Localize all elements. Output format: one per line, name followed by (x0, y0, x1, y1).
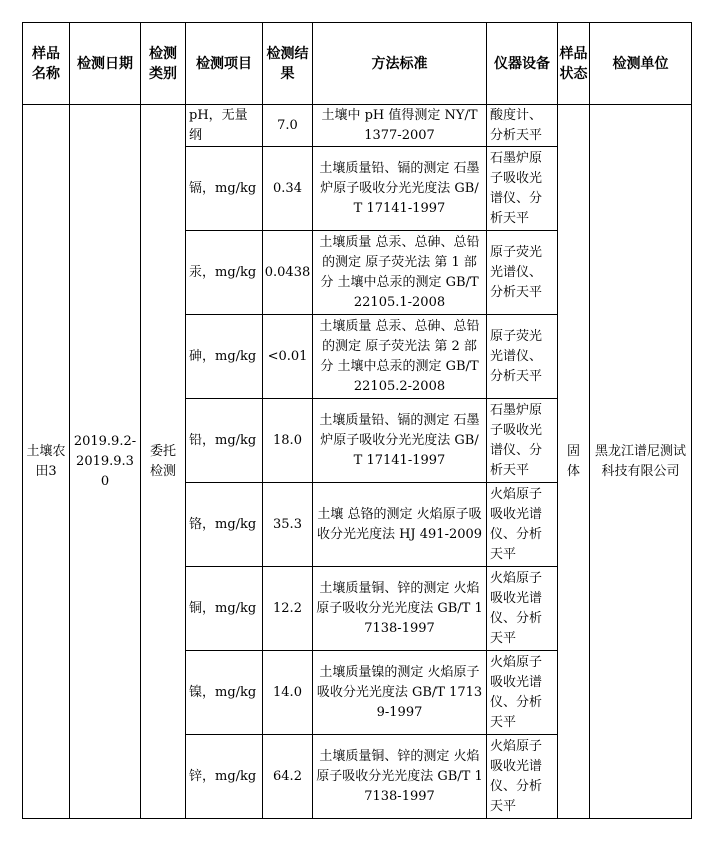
test-lab-cell: 黑龙江谱尼测试科技有限公司 (590, 105, 692, 819)
result-cell: 0.0438 (263, 231, 313, 315)
instrument-cell: 酸度计、分析天平 (487, 105, 558, 147)
result-cell: 0.34 (263, 147, 313, 231)
result-cell: 12.2 (263, 567, 313, 651)
method-cell: 土壤质量铅、镉的测定 石墨炉原子吸收分光光度法 GB/T 17141-1997 (313, 147, 487, 231)
item-cell: 汞，mg/kg (186, 231, 263, 315)
method-cell: 土壤质量 总汞、总砷、总铅的测定 原子荧光法 第 2 部分 土壤中总汞的测定 GB/T 22105.2-2008 (313, 315, 487, 399)
header-test-lab: 检测单位 (590, 23, 692, 105)
table-row (23, 105, 692, 147)
item-cell: 镉，mg/kg (186, 147, 263, 231)
test-date-cell: 2019.9.2-2019.9.30 (70, 105, 141, 819)
method-cell: 土壤 总铬的测定 火焰原子吸收分光光度法 HJ 491-2009 (313, 483, 487, 567)
item-cell: 砷，mg/kg (186, 315, 263, 399)
item-cell: 锌，mg/kg (186, 735, 263, 819)
result-cell: 7.0 (263, 105, 313, 147)
item-cell: 镍，mg/kg (186, 651, 263, 735)
instrument-cell: 石墨炉原子吸收光谱仪、分析天平 (487, 399, 558, 483)
result-cell: 35.3 (263, 483, 313, 567)
result-cell: 14.0 (263, 651, 313, 735)
header-test-item: 检测项目 (186, 23, 263, 105)
result-cell: 64.2 (263, 735, 313, 819)
method-cell: 土壤质量 总汞、总砷、总铅的测定 原子荧光法 第 1 部分 土壤中总汞的测定 GB/T 22105.1-2008 (313, 231, 487, 315)
header-method-standard: 方法标准 (313, 23, 487, 105)
instrument-cell: 火焰原子吸收光谱仪、分析天平 (487, 567, 558, 651)
sample-state-cell: 固体 (558, 105, 590, 819)
instrument-cell: 石墨炉原子吸收光谱仪、分析天平 (487, 147, 558, 231)
result-cell: <0.01 (263, 315, 313, 399)
instrument-cell: 原子荧光光谱仪、分析天平 (487, 315, 558, 399)
item-cell: pH，无量纲 (186, 105, 263, 147)
test-report-table (22, 22, 692, 819)
method-cell: 土壤质量铜、锌的测定 火焰原子吸收分光光度法 GB/T 17138-1997 (313, 567, 487, 651)
instrument-cell: 原子荧光光谱仪、分析天平 (487, 231, 558, 315)
method-cell: 土壤质量铜、锌的测定 火焰原子吸收分光光度法 GB/T 17138-1997 (313, 735, 487, 819)
test-type-cell: 委托检测 (141, 105, 186, 819)
item-cell: 铅，mg/kg (186, 399, 263, 483)
result-cell: 18.0 (263, 399, 313, 483)
item-cell: 铜，mg/kg (186, 567, 263, 651)
header-test-date: 检测日期 (70, 23, 141, 105)
header-test-type: 检测类别 (141, 23, 186, 105)
instrument-cell: 火焰原子吸收光谱仪、分析天平 (487, 651, 558, 735)
instrument-cell: 火焰原子吸收光谱仪、分析天平 (487, 483, 558, 567)
header-row (23, 23, 692, 105)
header-sample-state: 样品状态 (558, 23, 590, 105)
sample-name-cell: 土壤农田3 (23, 105, 70, 819)
header-instrument: 仪器设备 (487, 23, 558, 105)
method-cell: 土壤中 pH 值得测定 NY/T 1377-2007 (313, 105, 487, 147)
method-cell: 土壤质量铅、镉的测定 石墨炉原子吸收分光光度法 GB/T 17141-1997 (313, 399, 487, 483)
item-cell: 铬，mg/kg (186, 483, 263, 567)
method-cell: 土壤质量镍的测定 火焰原子吸收分光光度法 GB/T 17139-1997 (313, 651, 487, 735)
instrument-cell: 火焰原子吸收光谱仪、分析天平 (487, 735, 558, 819)
header-sample-name: 样品名称 (23, 23, 70, 105)
header-test-result: 检测结果 (263, 23, 313, 105)
